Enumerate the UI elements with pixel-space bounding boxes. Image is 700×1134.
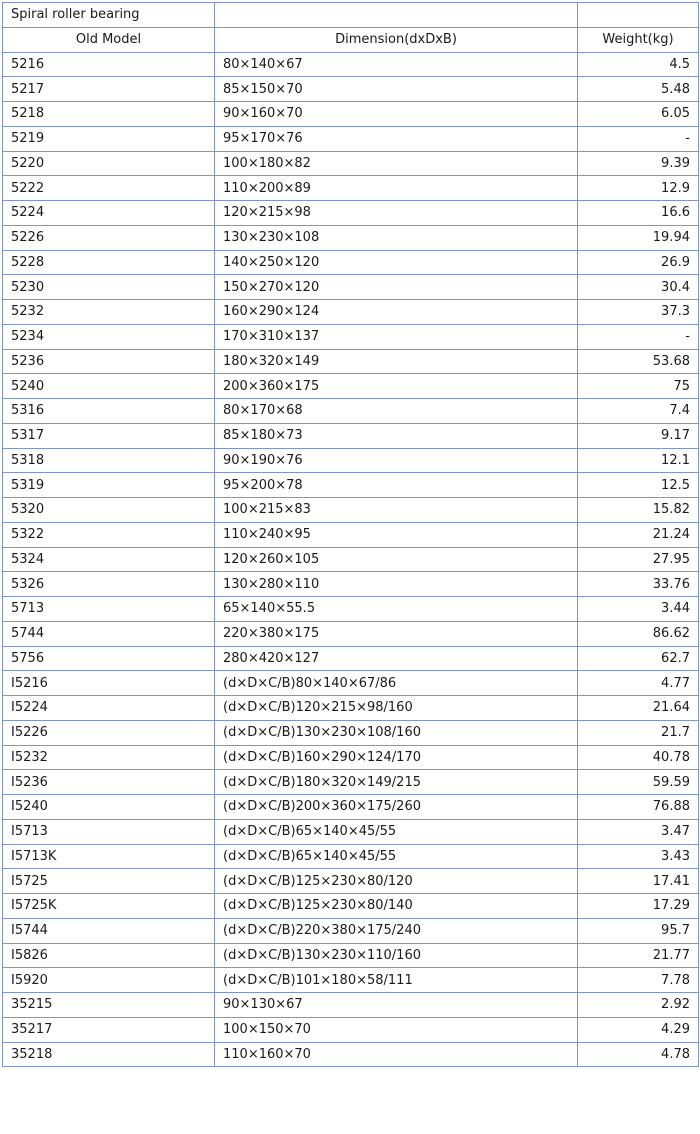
cell-model: 5317 — [3, 423, 215, 448]
cell-model: 5224 — [3, 201, 215, 226]
cell-weight: 16.6 — [578, 201, 699, 226]
cell-model: 5318 — [3, 448, 215, 473]
bearing-spec-table — [2, 2, 699, 1067]
cell-dimension: 130×230×108 — [215, 225, 578, 250]
cell-weight: 30.4 — [578, 275, 699, 300]
cell-model: I5240 — [3, 795, 215, 820]
cell-dimension: 220×380×175 — [215, 621, 578, 646]
table-row — [3, 275, 699, 300]
cell-model: I5226 — [3, 720, 215, 745]
cell-weight: 86.62 — [578, 621, 699, 646]
cell-dimension: (d×D×C/B)130×230×110/160 — [215, 943, 578, 968]
cell-weight: 53.68 — [578, 349, 699, 374]
cell-weight: 95.7 — [578, 918, 699, 943]
cell-weight: 27.95 — [578, 547, 699, 572]
cell-model: I5713 — [3, 819, 215, 844]
cell-model: 5236 — [3, 349, 215, 374]
cell-weight: 21.24 — [578, 522, 699, 547]
cell-dimension: 85×180×73 — [215, 423, 578, 448]
cell-weight: 75 — [578, 374, 699, 399]
table-row — [3, 770, 699, 795]
cell-weight: 9.17 — [578, 423, 699, 448]
cell-dimension: (d×D×C/B)65×140×45/55 — [215, 819, 578, 844]
cell-weight: 2.92 — [578, 993, 699, 1018]
table-row — [3, 646, 699, 671]
cell-dimension: (d×D×C/B)180×320×149/215 — [215, 770, 578, 795]
cell-dimension: 100×150×70 — [215, 1017, 578, 1042]
cell-model: I5713K — [3, 844, 215, 869]
cell-weight: 7.78 — [578, 968, 699, 993]
cell-weight: 15.82 — [578, 498, 699, 523]
cell-dimension: (d×D×C/B)125×230×80/120 — [215, 869, 578, 894]
cell-dimension: (d×D×C/B)125×230×80/140 — [215, 894, 578, 919]
title-row — [3, 3, 699, 28]
cell-model: 5226 — [3, 225, 215, 250]
cell-dimension: 170×310×137 — [215, 324, 578, 349]
table-row — [3, 201, 699, 226]
cell-model: 5218 — [3, 102, 215, 127]
cell-dimension: 180×320×149 — [215, 349, 578, 374]
cell-dimension: 65×140×55.5 — [215, 597, 578, 622]
cell-model: I5826 — [3, 943, 215, 968]
cell-weight: 33.76 — [578, 572, 699, 597]
header-weight: Weight(kg) — [578, 27, 699, 52]
table-row — [3, 844, 699, 869]
cell-dimension: (d×D×C/B)130×230×108/160 — [215, 720, 578, 745]
cell-dimension: 110×160×70 — [215, 1042, 578, 1067]
table-row — [3, 621, 699, 646]
cell-weight: 21.77 — [578, 943, 699, 968]
cell-model: 5326 — [3, 572, 215, 597]
table-row — [3, 522, 699, 547]
cell-weight: 76.88 — [578, 795, 699, 820]
cell-weight: 6.05 — [578, 102, 699, 127]
cell-model: 5217 — [3, 77, 215, 102]
table-row — [3, 300, 699, 325]
table-row — [3, 1017, 699, 1042]
cell-dimension: (d×D×C/B)220×380×175/240 — [215, 918, 578, 943]
cell-model: 5316 — [3, 399, 215, 424]
cell-dimension: 95×200×78 — [215, 473, 578, 498]
cell-model: 35217 — [3, 1017, 215, 1042]
table-title: Spiral roller bearing — [3, 3, 215, 28]
cell-dimension: 90×160×70 — [215, 102, 578, 127]
cell-model: I5236 — [3, 770, 215, 795]
cell-weight: 3.43 — [578, 844, 699, 869]
cell-dimension: 90×190×76 — [215, 448, 578, 473]
cell-weight: 7.4 — [578, 399, 699, 424]
cell-dimension: 120×215×98 — [215, 201, 578, 226]
table-row — [3, 399, 699, 424]
cell-dimension: (d×D×C/B)120×215×98/160 — [215, 696, 578, 721]
table-row — [3, 819, 699, 844]
table-row — [3, 225, 699, 250]
table-row — [3, 869, 699, 894]
table-row — [3, 349, 699, 374]
header-old-model: Old Model — [3, 27, 215, 52]
cell-dimension: 140×250×120 — [215, 250, 578, 275]
cell-dimension: 100×180×82 — [215, 151, 578, 176]
table-row — [3, 547, 699, 572]
cell-model: 5232 — [3, 300, 215, 325]
cell-model: I5725 — [3, 869, 215, 894]
cell-weight: 12.5 — [578, 473, 699, 498]
cell-model: 5216 — [3, 52, 215, 77]
cell-model: 5220 — [3, 151, 215, 176]
table-row — [3, 77, 699, 102]
cell-dimension: 85×150×70 — [215, 77, 578, 102]
cell-weight: 3.47 — [578, 819, 699, 844]
table-row — [3, 968, 699, 993]
table-row — [3, 102, 699, 127]
table-row — [3, 126, 699, 151]
cell-dimension: 110×200×89 — [215, 176, 578, 201]
cell-weight: 12.1 — [578, 448, 699, 473]
cell-dimension: 280×420×127 — [215, 646, 578, 671]
cell-weight: 37.3 — [578, 300, 699, 325]
table-row — [3, 250, 699, 275]
table-row — [3, 176, 699, 201]
cell-dimension: 80×170×68 — [215, 399, 578, 424]
cell-dimension: 150×270×120 — [215, 275, 578, 300]
cell-model: I5744 — [3, 918, 215, 943]
cell-model: 5320 — [3, 498, 215, 523]
header-row — [3, 27, 699, 52]
table-row — [3, 745, 699, 770]
cell-model: I5232 — [3, 745, 215, 770]
cell-model: 5222 — [3, 176, 215, 201]
header-dimension: Dimension(dxDxB) — [215, 27, 578, 52]
table-row — [3, 918, 699, 943]
cell-model: 5228 — [3, 250, 215, 275]
cell-model: I5725K — [3, 894, 215, 919]
cell-weight: 21.64 — [578, 696, 699, 721]
table-row — [3, 151, 699, 176]
cell-weight: 21.7 — [578, 720, 699, 745]
table-row — [3, 448, 699, 473]
cell-weight: 59.59 — [578, 770, 699, 795]
cell-dimension: (d×D×C/B)80×140×67/86 — [215, 671, 578, 696]
cell-model: 5319 — [3, 473, 215, 498]
cell-weight: 17.41 — [578, 869, 699, 894]
table-row — [3, 498, 699, 523]
table-row — [3, 52, 699, 77]
cell-weight: 17.29 — [578, 894, 699, 919]
table-row — [3, 894, 699, 919]
empty-cell — [578, 3, 699, 28]
cell-dimension: (d×D×C/B)160×290×124/170 — [215, 745, 578, 770]
cell-weight: 26.9 — [578, 250, 699, 275]
table-row — [3, 324, 699, 349]
cell-model: I5216 — [3, 671, 215, 696]
cell-weight: 4.5 — [578, 52, 699, 77]
table-row — [3, 374, 699, 399]
table-row — [3, 1042, 699, 1067]
cell-dimension: (d×D×C/B)101×180×58/111 — [215, 968, 578, 993]
table-row — [3, 597, 699, 622]
cell-dimension: 130×280×110 — [215, 572, 578, 597]
cell-weight: 12.9 — [578, 176, 699, 201]
cell-dimension: 120×260×105 — [215, 547, 578, 572]
table-row — [3, 572, 699, 597]
table-row — [3, 423, 699, 448]
cell-model: 35218 — [3, 1042, 215, 1067]
cell-weight: 62.7 — [578, 646, 699, 671]
table-row — [3, 943, 699, 968]
cell-model: 5713 — [3, 597, 215, 622]
cell-model: 5230 — [3, 275, 215, 300]
cell-model: 5324 — [3, 547, 215, 572]
cell-model: 5234 — [3, 324, 215, 349]
cell-model: 5240 — [3, 374, 215, 399]
cell-weight: 40.78 — [578, 745, 699, 770]
cell-weight: 4.78 — [578, 1042, 699, 1067]
cell-weight: 3.44 — [578, 597, 699, 622]
table-row — [3, 993, 699, 1018]
cell-weight: - — [578, 126, 699, 151]
table-row — [3, 671, 699, 696]
cell-dimension: (d×D×C/B)65×140×45/55 — [215, 844, 578, 869]
cell-dimension: 100×215×83 — [215, 498, 578, 523]
table-row — [3, 473, 699, 498]
cell-model: 5219 — [3, 126, 215, 151]
cell-model: I5920 — [3, 968, 215, 993]
cell-dimension: 90×130×67 — [215, 993, 578, 1018]
cell-weight: 5.48 — [578, 77, 699, 102]
cell-weight: 4.29 — [578, 1017, 699, 1042]
cell-weight: 19.94 — [578, 225, 699, 250]
cell-dimension: 200×360×175 — [215, 374, 578, 399]
cell-model: 5744 — [3, 621, 215, 646]
cell-weight: 9.39 — [578, 151, 699, 176]
table-row — [3, 795, 699, 820]
cell-weight: 4.77 — [578, 671, 699, 696]
empty-cell — [215, 3, 578, 28]
cell-dimension: 160×290×124 — [215, 300, 578, 325]
cell-dimension: 80×140×67 — [215, 52, 578, 77]
cell-model: 35215 — [3, 993, 215, 1018]
cell-weight: - — [578, 324, 699, 349]
cell-model: 5322 — [3, 522, 215, 547]
cell-dimension: (d×D×C/B)200×360×175/260 — [215, 795, 578, 820]
table-row — [3, 720, 699, 745]
cell-dimension: 110×240×95 — [215, 522, 578, 547]
cell-model: I5224 — [3, 696, 215, 721]
cell-model: 5756 — [3, 646, 215, 671]
cell-dimension: 95×170×76 — [215, 126, 578, 151]
table-row — [3, 696, 699, 721]
